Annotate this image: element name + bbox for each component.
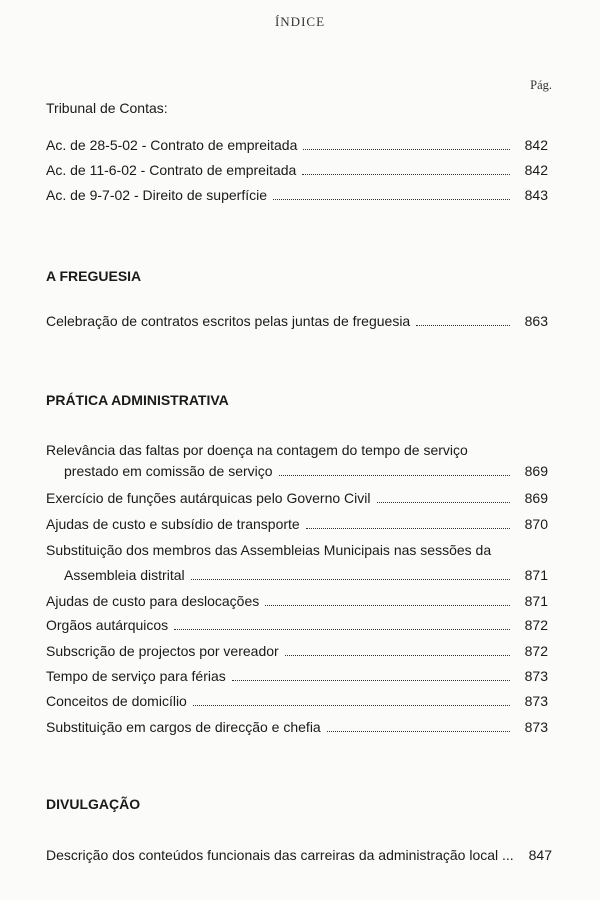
toc-entry-page: 869: [524, 463, 548, 479]
dot-leader: [273, 199, 510, 200]
toc-entry[interactable]: [46, 690, 548, 710]
dot-leader: [232, 680, 510, 681]
dot-leader: [377, 502, 510, 503]
toc-entry[interactable]: [46, 640, 548, 660]
toc-entry-page: 873: [524, 668, 548, 684]
page-header: ÍNDICE: [274, 14, 326, 29]
dot-leader: [279, 475, 510, 476]
toc-entry-page: 847: [528, 847, 552, 863]
dot-leader: [193, 705, 510, 706]
toc-entry-page: 842: [524, 137, 548, 153]
dot-leader: [327, 731, 510, 732]
toc-entry-title: Ajudas de custo para deslocações: [46, 593, 260, 609]
section-subtitle-tribunal: Tribunal de Contas:: [46, 100, 168, 116]
toc-entry-title: Ac. de 11-6-02 - Contrato de empreitada: [46, 162, 297, 178]
toc-entry[interactable]: [46, 665, 548, 685]
toc-entry-page: 842: [524, 162, 548, 178]
dot-leader: [416, 325, 510, 326]
toc-entry-title: Tempo de serviço para férias: [46, 668, 226, 684]
toc-entry-title: Conceitos de domicílio: [46, 693, 187, 709]
toc-entry[interactable]: [46, 487, 548, 507]
toc-entry-page: 869: [524, 490, 548, 506]
dot-leader: [303, 149, 510, 150]
toc-entry-page: 870: [524, 516, 548, 532]
toc-entry[interactable]: [46, 844, 552, 864]
toc-entry-page: 863: [524, 313, 548, 329]
dot-leader: [174, 629, 510, 630]
dot-leader: [191, 579, 510, 580]
toc-entry-title-line1: Substituição dos membros das Assembleias Municipais nas sessões da: [46, 542, 492, 558]
toc-entry-page: 872: [524, 617, 548, 633]
toc-entry-title: Ajudas de custo e subsídio de transporte: [46, 516, 300, 532]
section-heading-divulgacao: DIVULGAÇÃO: [46, 796, 141, 812]
toc-entry[interactable]: [64, 460, 548, 480]
toc-entry[interactable]: [64, 564, 548, 584]
page-column-label: Pág.: [530, 78, 552, 92]
toc-entry-page: 873: [524, 693, 548, 709]
toc-entry-title: Ac. de 28-5-02 - Contrato de empreitada: [46, 137, 298, 153]
toc-entry-page: 871: [524, 593, 548, 609]
toc-entry-title: Assembleia distrital: [64, 567, 185, 583]
toc-entry[interactable]: [46, 184, 548, 204]
toc-entry-title: Descrição dos conteúdos funcionais das carreiras da administração local ...: [46, 847, 514, 863]
toc-entry[interactable]: [46, 614, 548, 634]
section-heading-freguesia: A FREGUESIA: [46, 268, 142, 284]
dot-leader: [285, 655, 510, 656]
section-heading-pratica: PRÁTICA ADMINISTRATIVA: [46, 392, 229, 408]
toc-entry[interactable]: [46, 159, 548, 179]
toc-entry-title: Substituição em cargos de direcção e chefia: [46, 719, 321, 735]
toc-entry[interactable]: [46, 310, 548, 330]
toc-entry[interactable]: [46, 134, 548, 154]
toc-entry[interactable]: [46, 590, 548, 610]
toc-entry-page: 843: [524, 187, 548, 203]
toc-entry-title: Celebração de contratos escritos pelas juntas de freguesia: [46, 313, 411, 329]
dot-leader: [265, 605, 510, 606]
toc-entry[interactable]: [46, 716, 548, 736]
dot-leader: [306, 528, 510, 529]
toc-entry-title: prestado em comissão de serviço: [64, 463, 273, 479]
toc-entry-title: Subscrição de projectos por vereador: [46, 643, 279, 659]
toc-entry-page: 871: [524, 567, 548, 583]
toc-entry-page: 873: [524, 719, 548, 735]
toc-entry-title: Orgãos autárquicos: [46, 617, 169, 633]
dot-leader: [302, 174, 510, 175]
toc-entry[interactable]: [46, 513, 548, 533]
toc-entry-title-line1: Relevância das faltas por doença na contagem do tempo de serviço: [46, 442, 468, 458]
toc-entry-page: 872: [524, 643, 548, 659]
toc-entry-title: Ac. de 9-7-02 - Direito de superfície: [46, 187, 267, 203]
toc-entry-title: Exercício de funções autárquicas pelo Governo Civil: [46, 490, 371, 506]
